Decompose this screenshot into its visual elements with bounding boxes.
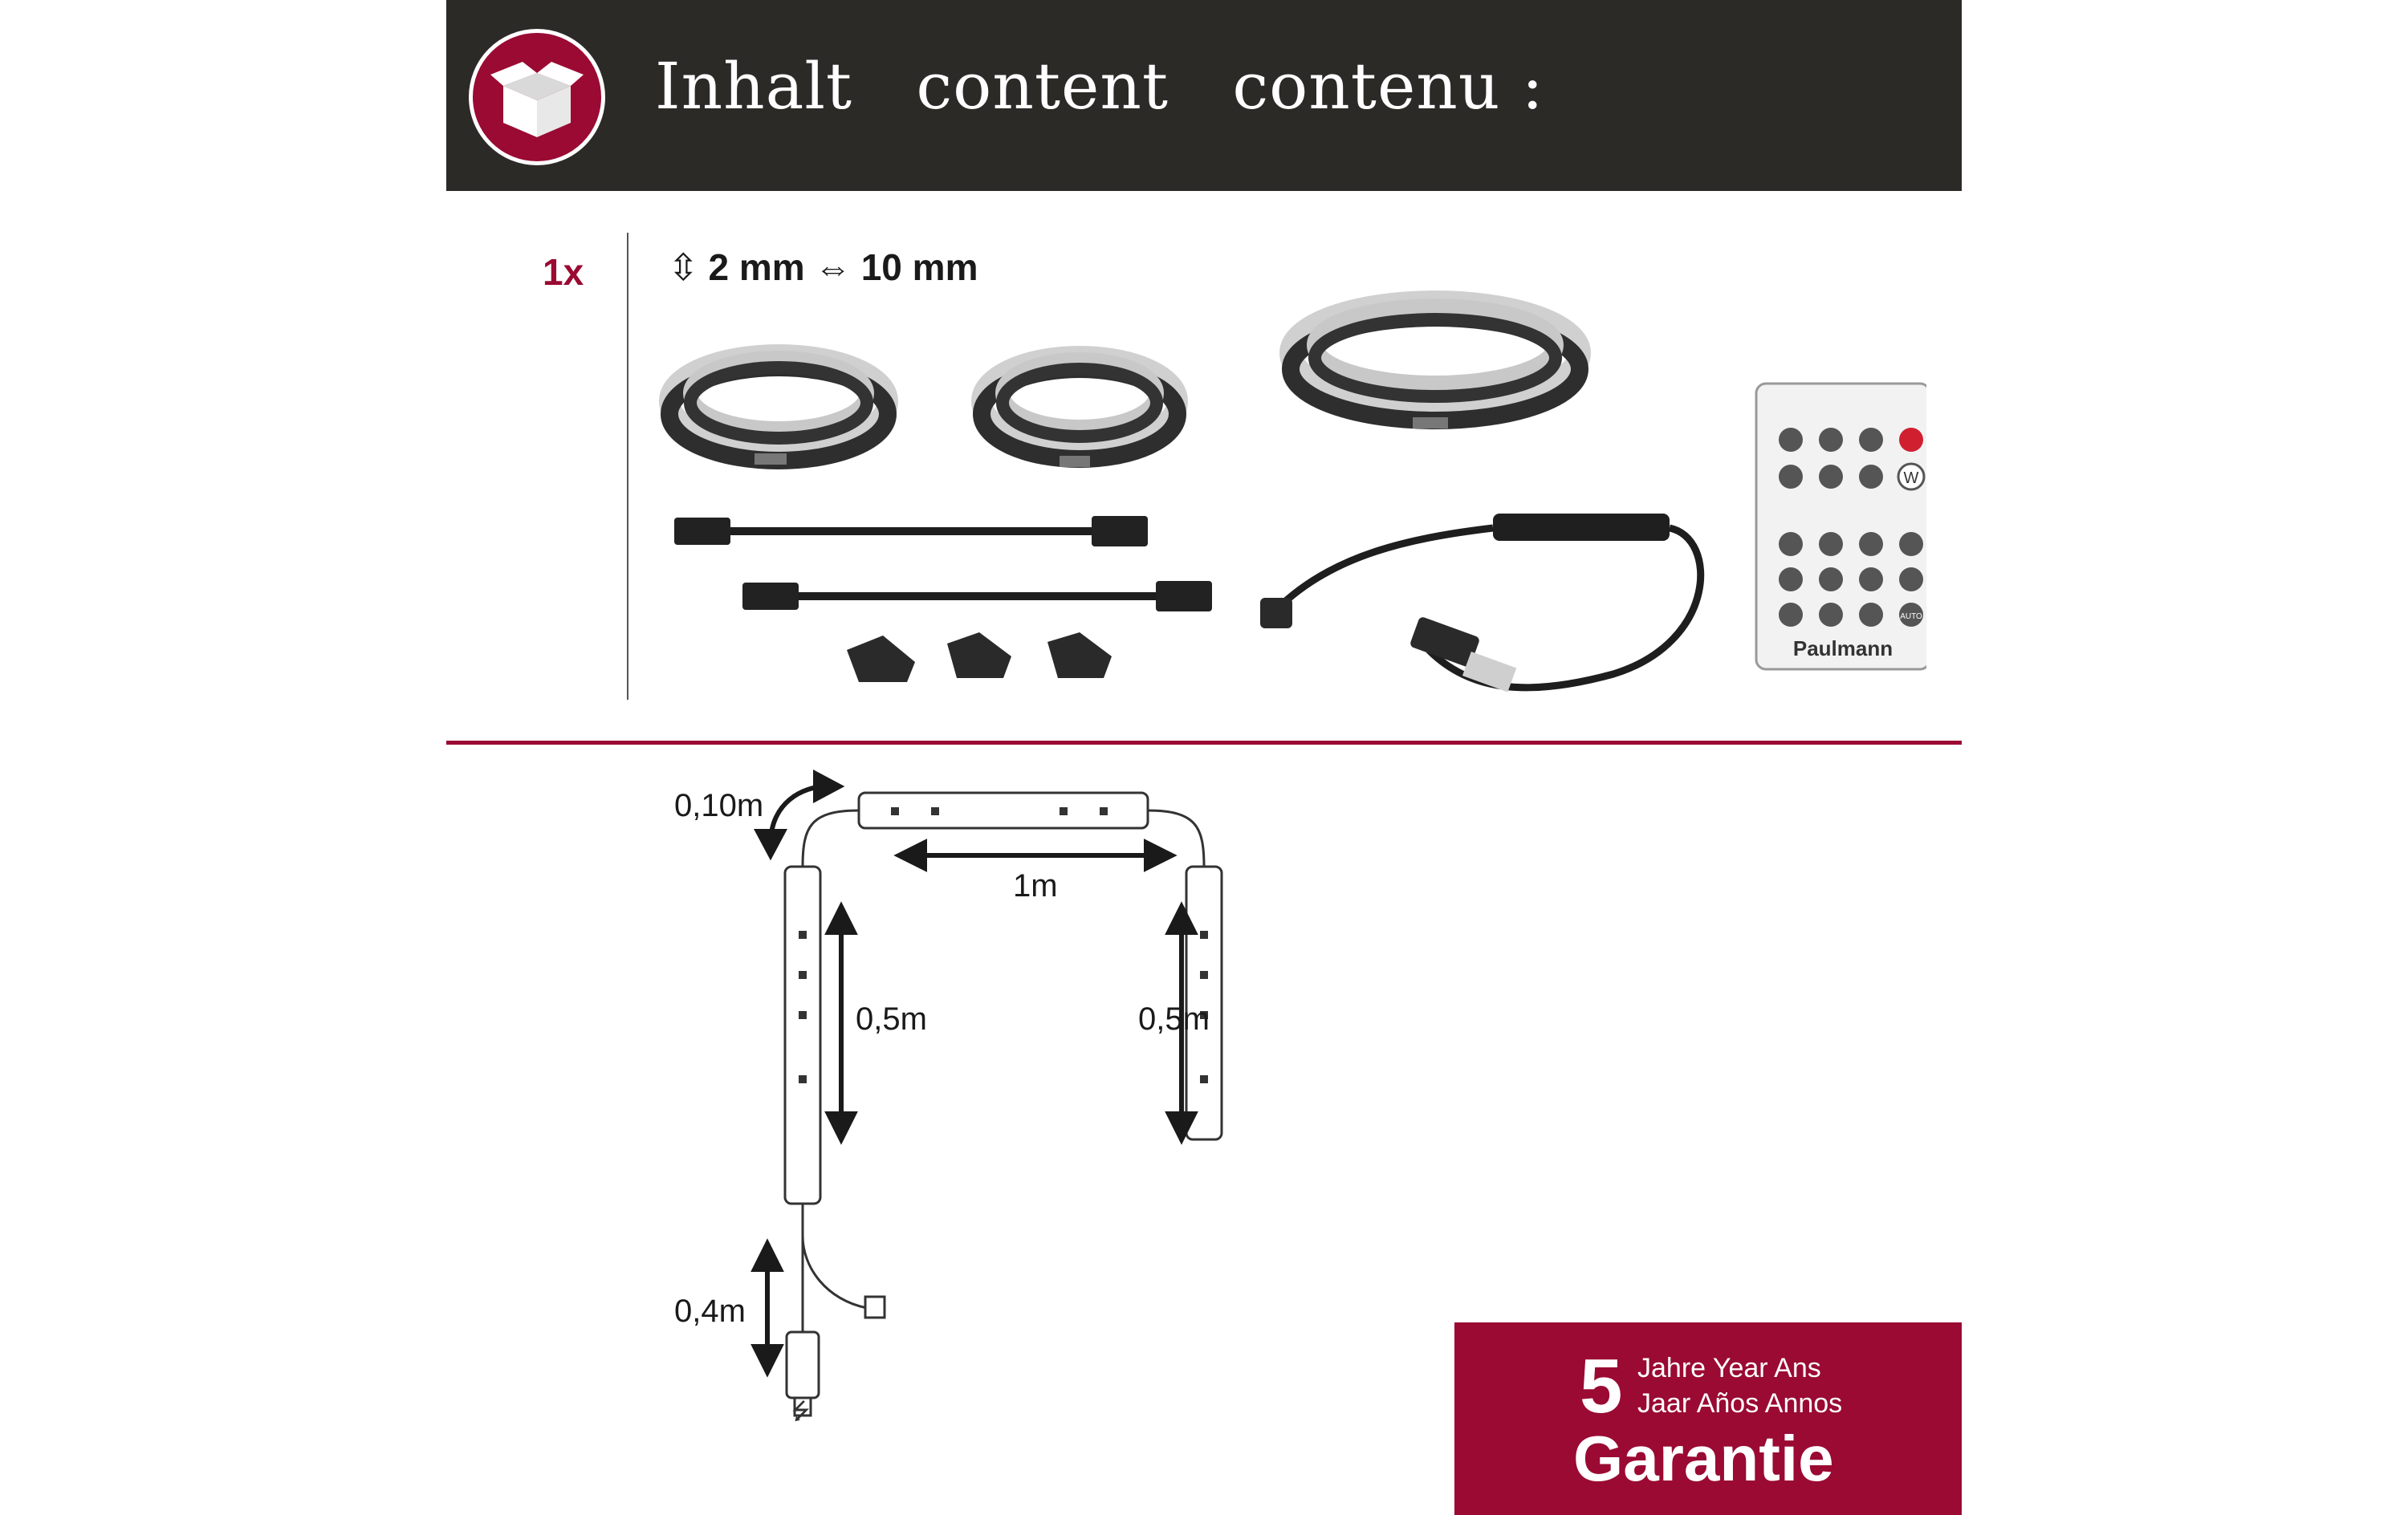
installation-diagram [642,754,1365,1476]
led-strip-roll-3 [1291,302,1580,429]
connector-cable-2 [742,581,1212,611]
bend-length-label: 0,10m [674,788,764,823]
usb-icon: ⭍ [791,1398,811,1424]
height-value: 2 mm [708,246,805,288]
vertical-arrows-icon: ⇳ [668,246,699,288]
top-length-label: 1m [1013,868,1058,904]
box-icon [469,29,605,165]
warranty-line-1: Jahre Year Ans [1637,1353,1821,1383]
remote-w-label: W [1903,469,1919,487]
led-strip-roll-1 [669,355,888,465]
width-value: 10 mm [860,246,978,288]
page-title: Inhalt content contenu : [655,49,1544,124]
right-length-label: 0,5m [1138,1001,1210,1037]
cable-length-label: 0,4m [674,1294,746,1329]
remote-brand: Paulmann [1792,636,1893,660]
warranty-line-2: Jaar Años Annos [1637,1388,1843,1419]
vertical-divider [627,233,628,700]
warranty-years: 5 [1580,1343,1623,1429]
warranty-word: Garantie [1573,1423,1834,1494]
horizontal-arrows-icon: ⇔ [814,246,852,288]
quantity-label: 1x [543,251,584,293]
connector-cable-1 [674,516,1148,546]
usb-controller-cable [1260,514,1701,693]
remote-auto-label: AUTO [1900,612,1922,621]
left-length-label: 0,5m [856,1001,927,1037]
led-strip-roll-2 [982,356,1178,467]
mounting-clips [847,632,1112,682]
section-divider [446,741,1962,745]
product-illustration [642,273,1926,722]
remote-control [1756,384,1926,669]
